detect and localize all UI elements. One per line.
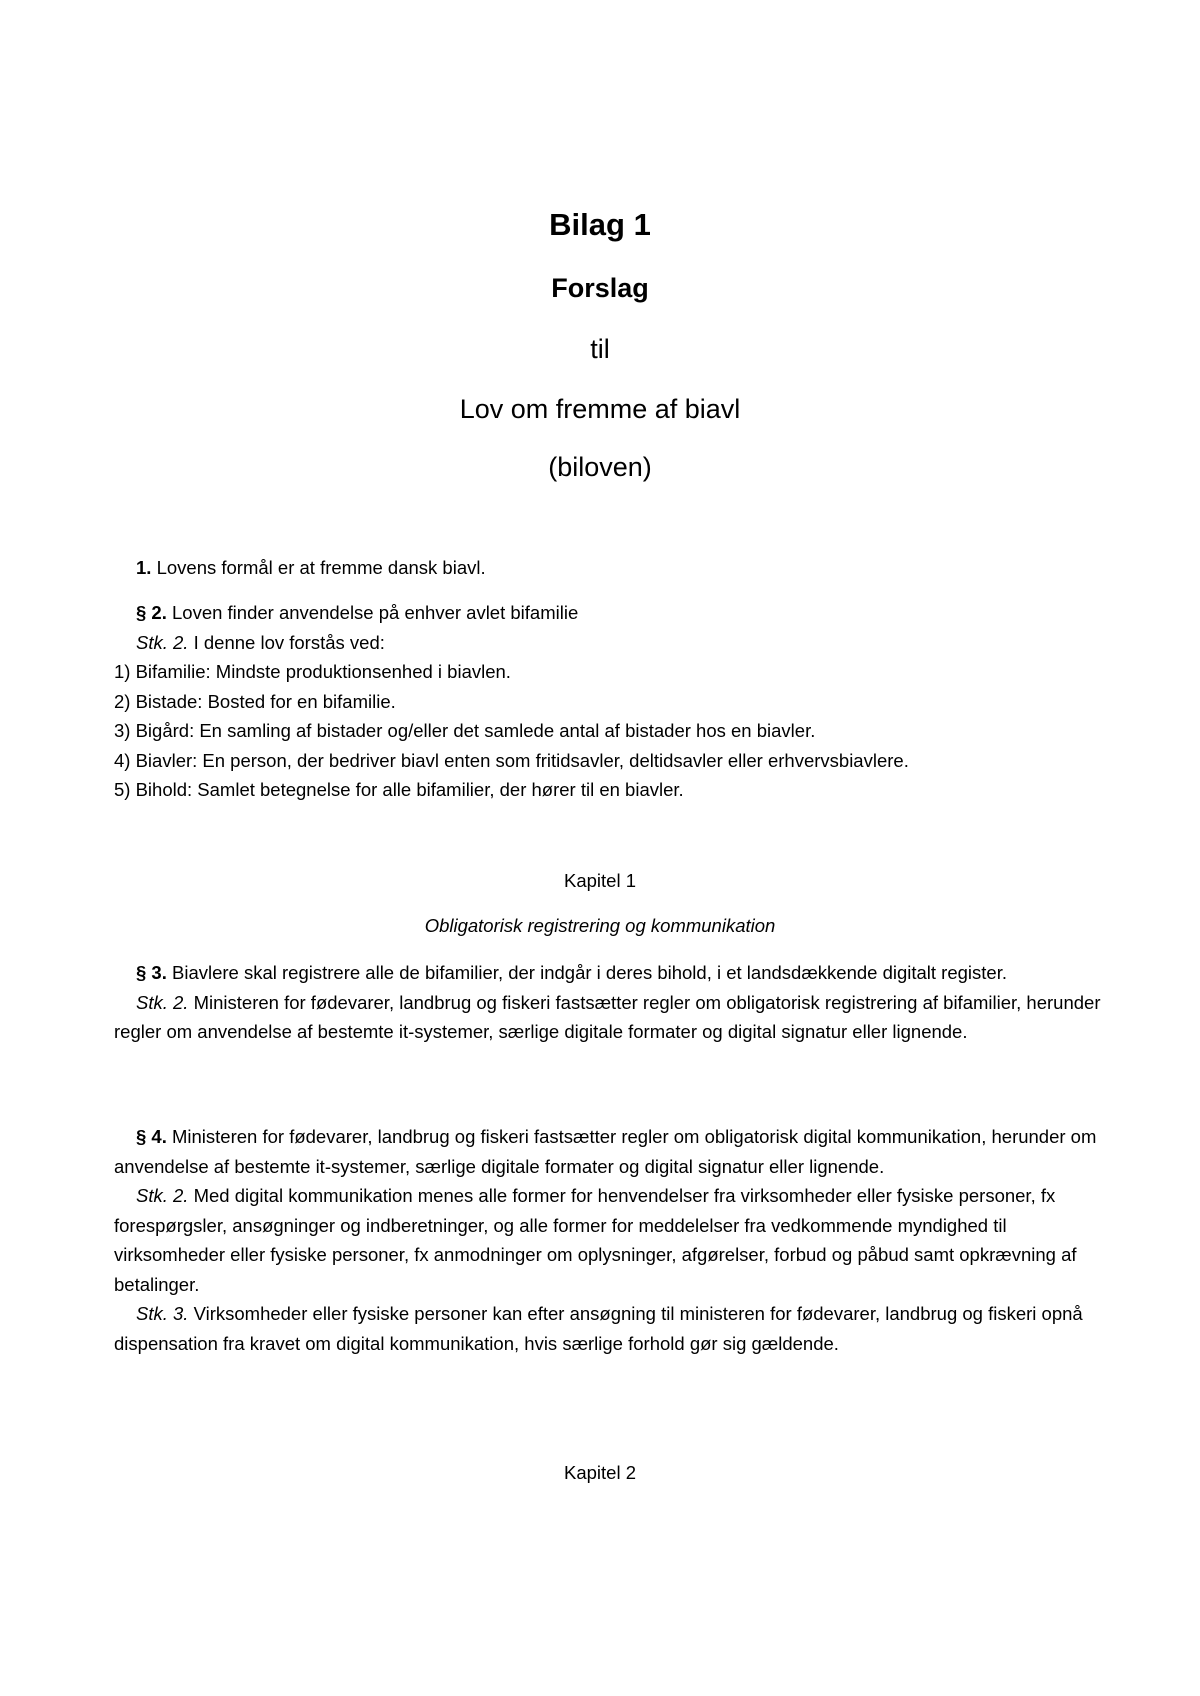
- bilag-heading: Bilag 1: [549, 207, 651, 242]
- paragraph-4-number: § 4.: [136, 1126, 167, 1147]
- law-title: Lov om fremme af biavl: [459, 394, 741, 424]
- definition-item: 5) Bihold: Samlet betegnelse for alle bifamilier, der hører til en biavler.: [114, 779, 684, 800]
- paragraph-2-stk2-text: I denne lov forstås ved:: [188, 631, 385, 653]
- paragraph-3-text: Biavlere skal registrere alle de bifamilier, der indgår i deres bihold, i et landsdækkende digitalt register.: [166, 962, 1007, 983]
- paragraph-2-stk2: [114, 628, 1104, 658]
- paragraph-3: [114, 958, 1104, 1047]
- definition-item: 1) Bifamilie: Mindste produktionsenhed i biavlen.: [114, 661, 511, 682]
- paragraph-1: [114, 553, 1104, 583]
- law-short-title: (biloven): [548, 452, 652, 482]
- chapter-1-label: Kapitel 1: [564, 870, 636, 891]
- paragraph-2-stk2-label: Stk. 2.: [136, 631, 189, 653]
- paragraph-2-text: Loven finder anvendelse på enhver avlet bifamilie: [166, 602, 579, 623]
- til-heading: til: [590, 334, 610, 364]
- paragraph-3-stk2-label: Stk. 2.: [136, 991, 189, 1013]
- paragraph-2-main: [114, 598, 1104, 628]
- paragraph-4-stk2-label: Stk. 2.: [136, 1185, 189, 1206]
- paragraph-4-stk3: [114, 1299, 1104, 1358]
- paragraph-3-main: [114, 958, 1104, 988]
- paragraph-3-number: § 3.: [136, 962, 167, 983]
- paragraph-4-stk3-label: Stk. 3.: [136, 1303, 189, 1324]
- paragraph-1-text: Lovens formål er at fremme dansk biavl.: [151, 557, 486, 578]
- paragraph-4-stk2: [114, 1181, 1104, 1299]
- chapter-1-title: Obligatorisk registrering og kommunikation: [424, 915, 776, 936]
- paragraph-2-number: § 2.: [136, 602, 167, 623]
- paragraph-4-stk2-text: Med digital kommunikation menes alle former for henvendelser fra virksomheder eller fysiske personer, fx forespørgsler, ansøgninger og indberetninger, og alle former for meddelelser fra vedkommende myndighed til virksomheder eller fysiske personer, fx anmodninger om oplysninger, afgørelser, forbud og påbud samt opkrævning af betalinger.: [114, 1185, 1077, 1295]
- forslag-heading: Forslag: [551, 273, 649, 303]
- paragraph-2: [114, 598, 1104, 805]
- paragraph-3-stk2-text: Ministeren for fødevarer, landbrug og fiskeri fastsætter regler om obligatorisk registrering af bifamilier, herunder regler om anvendelse af bestemte it-systemer, særlige digitale formater og digital signatur eller lignende.: [114, 991, 1101, 1042]
- definition-item: 2) Bistade: Bosted for en bifamilie.: [114, 690, 396, 712]
- paragraph-4-main: [114, 1122, 1104, 1181]
- chapter-2-label: Kapitel 2: [564, 1462, 636, 1483]
- paragraph-4-stk3-text: Virksomheder eller fysiske personer kan efter ansøgning til ministeren for fødevarer, landbrug og fiskeri opnå dispensation fra kravet om digital kommunikation, hvis særlige forhold gør sig gældende.: [114, 1303, 1083, 1354]
- paragraph-4: [114, 1122, 1104, 1358]
- paragraph-1-number: 1.: [136, 557, 152, 578]
- definition-item: 3) Bigård: En samling af bistader og/eller det samlede antal af bistader hos en biavler.: [114, 720, 816, 741]
- definition-item: 4) Biavler: En person, der bedriver biavl enten som fritidsavler, deltidsavler eller erhvervsbiavlere.: [114, 749, 909, 771]
- paragraph-4-text: Ministeren for fødevarer, landbrug og fiskeri fastsætter regler om obligatorisk digital kommunikation, herunder om anvendelse af bestemte it-systemer, særlige digitale formater og digital signatur eller lignende.: [114, 1126, 1097, 1177]
- paragraph-3-stk2: [114, 988, 1104, 1047]
